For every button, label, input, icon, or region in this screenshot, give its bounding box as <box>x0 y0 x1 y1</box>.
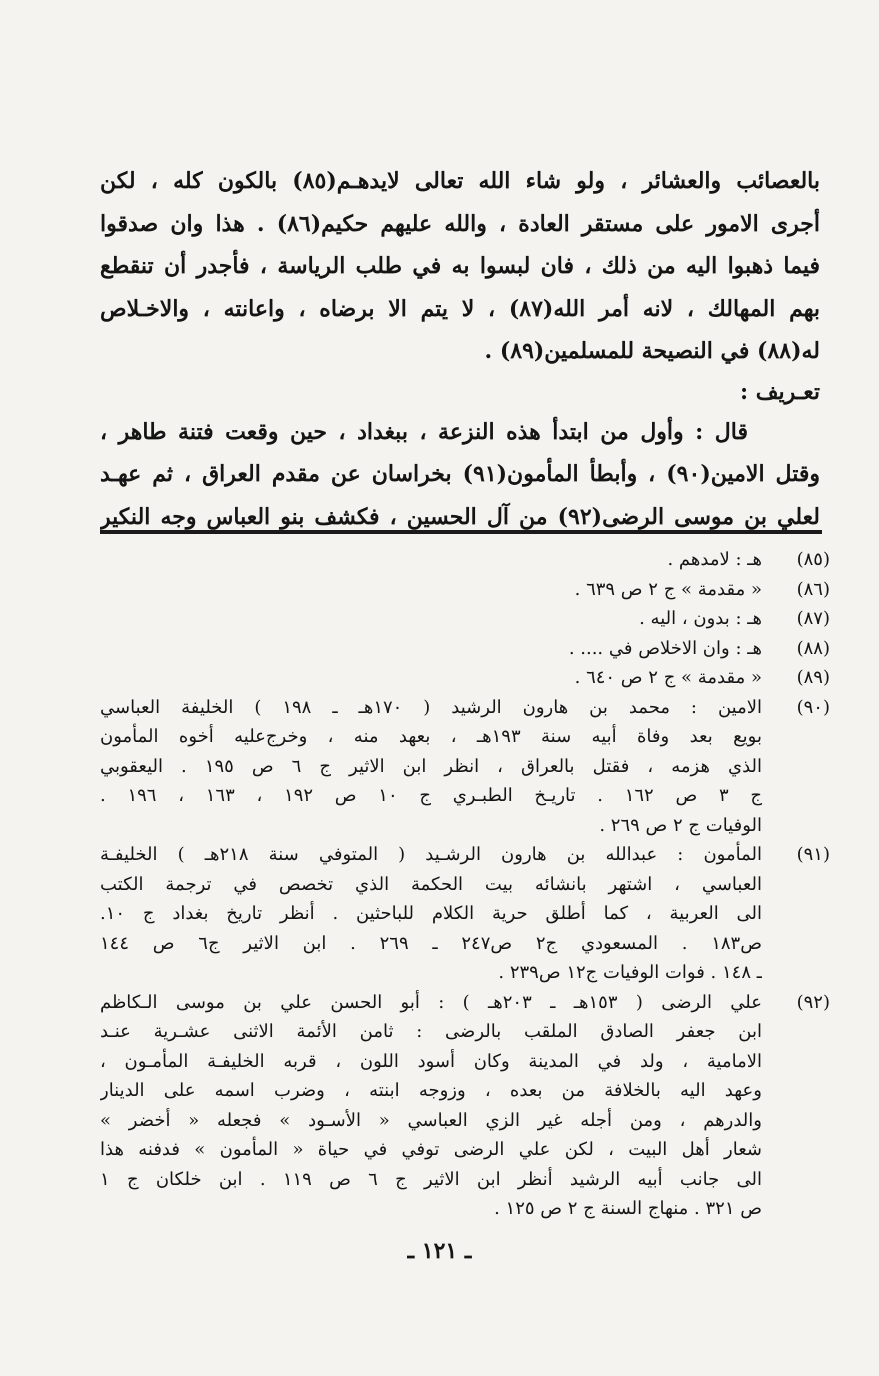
footnote <box>100 545 830 575</box>
footnote-line: والدرهم ، ومن أجله غير الزي العباسي « الأسـود » فجعله « أخضر » <box>100 1109 762 1131</box>
footnote-line: ـ ١٤٨ . فوات الوفيات ج١٢ ص٢٣٩ . <box>498 962 762 983</box>
footnote-line: هـ : وان الاخلاص في .... . <box>568 637 762 659</box>
footnote-line: وعهد اليه بالخلافة من بعده ، وزوجه ابنته ، وضرب اسمه على الدينار <box>100 1080 762 1101</box>
footnote-body <box>100 634 762 664</box>
footnote-body <box>100 840 762 988</box>
footnote-line: الذي هزمه ، فقتل بالعراق ، انظر ابن الاثير ج ٦ ص ١٩٥ . اليعقوبي <box>100 755 762 777</box>
footnote-line: بويع بعد وفاة أبيه سنة ١٩٣هـ ، بعهد منه ، وخرج‌عليه أخوه المأمون <box>100 726 762 747</box>
footnote-number: (٨٧) <box>796 608 830 629</box>
footnote-line: شعار أهل البيت ، لكن علي الرضى توفي في حياة « المأمون » فدفنه هذا <box>100 1139 762 1160</box>
footnote-body <box>100 545 762 575</box>
footnote <box>100 988 830 1224</box>
main-text <box>100 160 820 538</box>
footnote-body <box>100 575 762 605</box>
main-text-line: أجرى الامور على مستقر العادة ، والله عليهم حكيم(٨٦) . هذا وان صدقوا <box>100 210 820 237</box>
main-text-line: فيما ذهبوا اليه من ذلك ، فان لبسوا به في طلب الرياسة ، فأجدر أن تنقطع <box>100 253 820 279</box>
main-text-line: بالعصائب والعشائر ، ولو شاء الله تعالى لايدهـم(٨٥) بالكون كله ، لكن <box>100 168 820 194</box>
footnote-line: الامامية ، ولد في المدينة وكان أسود اللون ، قربه الخليفـة المأمـون ، <box>100 1050 762 1072</box>
footnote-number: (٨٦) <box>796 578 830 600</box>
footnote-number: (٩٢) <box>796 991 830 1013</box>
footnote-line: الوفيات ج ٢ ص ٢٦٩ . <box>599 814 762 836</box>
footnote <box>100 840 830 988</box>
footnote-body <box>100 663 762 693</box>
footnote-line: ص ٣٢١ . منهاج السنة ج ٢ ص ١٢٥ . <box>494 1198 762 1219</box>
footnote <box>100 604 830 634</box>
footnote-line: العباسي ، اشتهر بانشائه بيت الحكمة الذي تخصص في ترجمة الكتب <box>100 873 762 895</box>
footnote-body <box>100 604 762 634</box>
page-number: ـ ١٢١ ـ <box>407 1238 472 1264</box>
footnote-line: هـ : لامدهم . <box>667 549 762 570</box>
footnote-line: ص١٨٣ . المسعودي ج٢ ص٢٤٧ ـ ٢٦٩ . ابن الاثير ج٦ ص ١٤٤ <box>100 932 762 954</box>
footnote-body <box>100 693 762 841</box>
footnote <box>100 634 830 664</box>
footnote-number: (٩٠) <box>796 696 830 718</box>
footnote-number: (٨٥) <box>796 549 830 570</box>
footnote-line: الى جانب أبيه الرشيد أنظر ابن الاثير ج ٦ ص ١١٩ . ابن خلكان ج ١ <box>100 1168 762 1190</box>
footnote-number: (٩١) <box>796 844 830 865</box>
footnote-divider <box>100 530 822 534</box>
footnote <box>100 575 830 605</box>
main-text-line: وقتل الامين(٩٠) ، وأبطأ المأمون(٩١) بخراسان عن مقدم العراق ، ثم عهـد <box>100 461 820 487</box>
main-text-line: لعلي بن موسى الرضى(٩٢) من آل الحسين ، فكشف بنو العباس وجه النكير <box>100 503 820 530</box>
footnote-line: الامين : محمد بن هارون الرشيد ( ١٧٠هـ ـ ١٩٨ ) الخليفة العباسي <box>100 696 762 718</box>
main-text-line: له(٨٨) في النصيحة للمسلمين(٨٩) . <box>484 338 820 364</box>
footnote-line: « مقدمة » ج ٢ ص ٦٣٩ . <box>574 578 762 600</box>
footnote-line: ج ٣ ص ١٦٢ . تاريـخ الطبـري ج ١٠ ص ١٩٢ ، ١٦٣ ، ١٩٦ . <box>100 785 762 806</box>
main-text-line: بهم المهالك ، لانه أمر الله(٨٧) ، لا يتم الا برضاه ، واعانته ، والاخـلاص <box>100 295 820 322</box>
footnote-line: المأمون : عبدالله بن هارون الرشـيد ( المتوفي سنة ٢١٨هـ ) الخليفـة <box>100 844 762 865</box>
main-text-line: قال : وأول من ابتدأ هذه النزعة ، ببغداد ، حين وقعت فتنة طاهر ، <box>100 418 748 445</box>
footnote-number: (٨٩) <box>796 667 830 688</box>
footnote-line: علي الرضى ( ١٥٣هـ ـ ٢٠٣هـ ) : أبو الحسن علي بن موسى الـكاظم <box>100 991 762 1013</box>
footnote-line: « مقدمة » ج ٢ ص ٦٤٠ . <box>574 667 762 688</box>
section-heading: تعـريف : <box>740 378 820 405</box>
footnotes <box>100 545 830 1224</box>
footnote <box>100 693 830 841</box>
footnote <box>100 663 830 693</box>
footnote-body <box>100 988 762 1224</box>
footnote-number: (٨٨) <box>796 637 830 659</box>
footnote-line: هـ : بدون ، اليه . <box>639 608 762 629</box>
footnote-line: الى العربية ، كما أطلق حرية الكلام للباحثين . أنظر تاريخ بغداد ج ١٠. <box>100 903 762 924</box>
footnote-line: ابن جعفر الصادق الملقب بالرضى : ثامن الأئمة الاثنى عشـرية عنـد <box>100 1021 762 1042</box>
